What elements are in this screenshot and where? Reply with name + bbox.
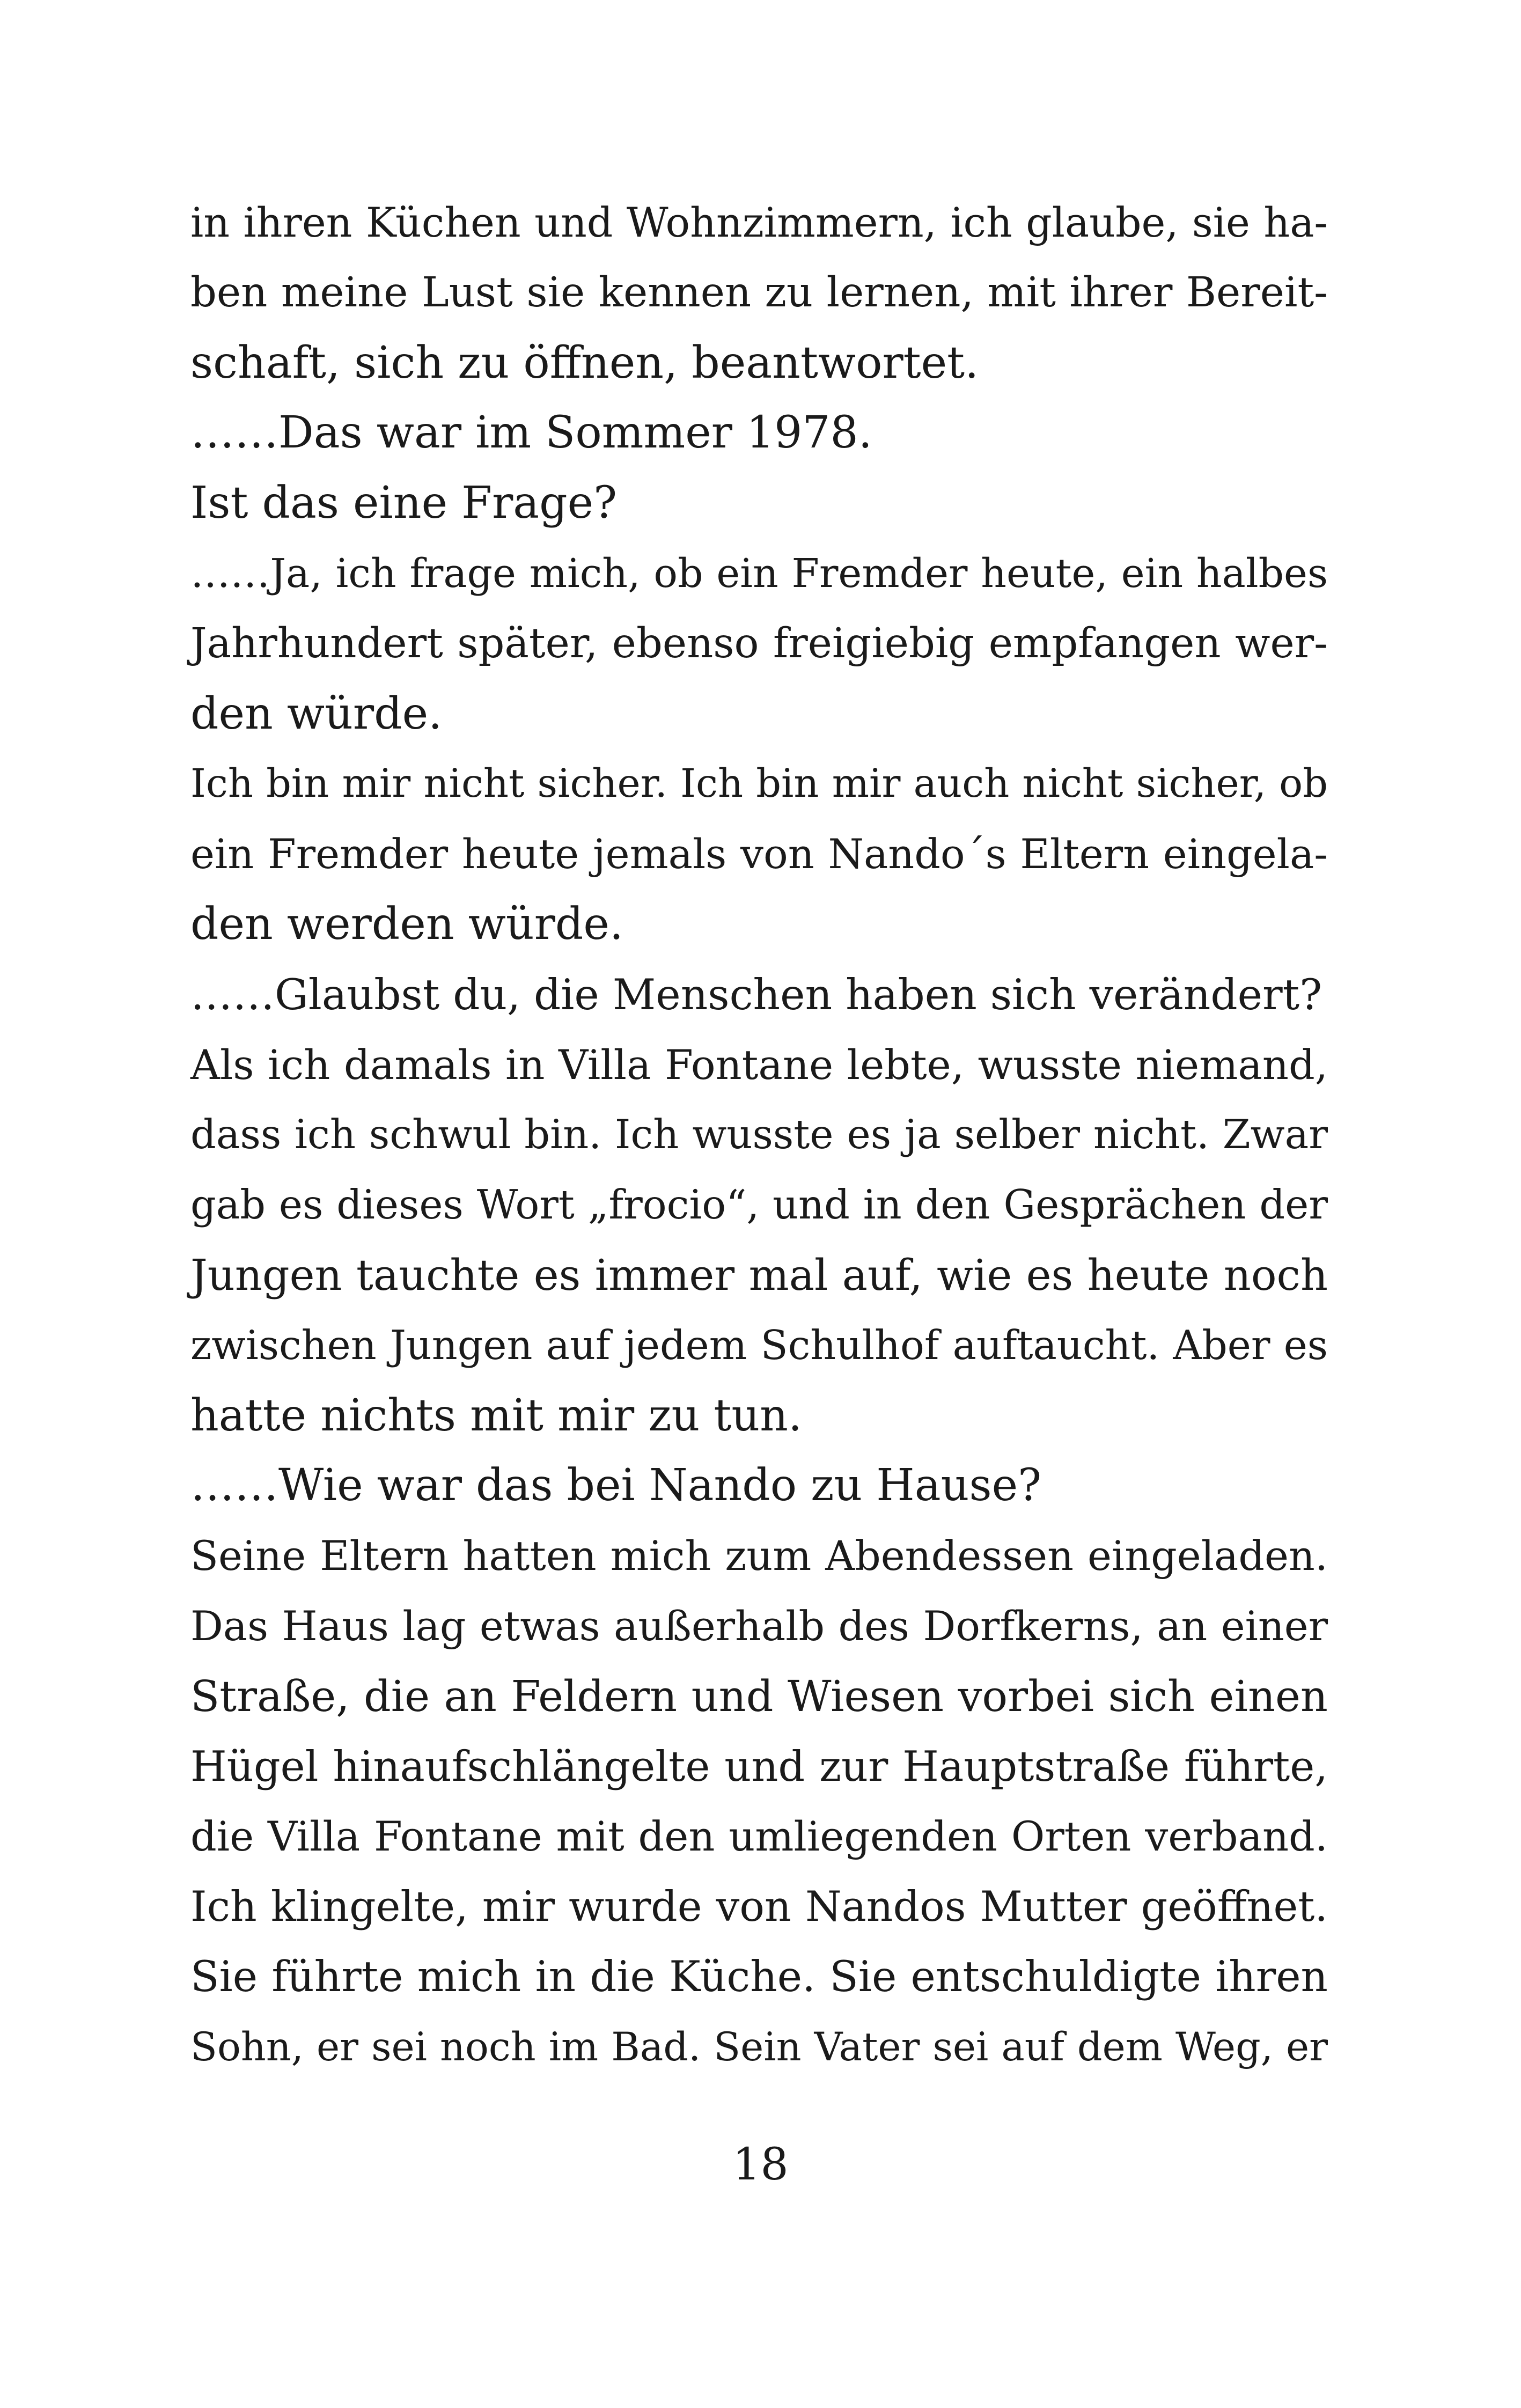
text-line: die Villa Fontane mit den umliegenden Orten verband. — [190, 1812, 1328, 1861]
text-line: ……Wie war das bei Nando zu Hause? — [190, 1460, 1042, 1511]
text-line: Hügel hinaufschlängelte und zur Hauptstraße führte, — [190, 1742, 1328, 1791]
text-line: Seine Eltern hatten mich zum Abendessen eingeladen. — [190, 1532, 1328, 1580]
text-line: Sohn, er sei noch im Bad. Sein Vater sei auf dem Weg, er — [190, 2024, 1328, 2070]
text-line: Jungen tauchte es immer mal auf, wie es heute noch — [190, 1250, 1328, 1300]
text-line: gab es dieses Wort „frocio“, und in den Gesprächen der — [190, 1181, 1328, 1229]
text-line: Als ich damals in Villa Fontane lebte, wusste niemand, — [190, 1040, 1328, 1089]
text-line: ……Glaubst du, die Menschen haben sich verändert? — [190, 970, 1322, 1019]
text-line: dass ich schwul bin. Ich wusste es ja selber nicht. Zwar — [190, 1111, 1328, 1158]
text-line: ben meine Lust sie kennen zu lernen, mit ihrer Bereit- — [190, 268, 1328, 317]
page-number: 18 — [732, 2139, 789, 2190]
text-line: in ihren Küchen und Wohnzimmern, ich glaube, sie ha- — [190, 199, 1328, 246]
text-line: Ich klingelte, mir wurde von Nandos Mutter geöffnet. — [190, 1883, 1328, 1932]
text-line: hatte nichts mit mir zu tun. — [190, 1390, 803, 1441]
body-text — [190, 188, 1328, 2083]
text-line: ein Fremder heute jemals von Nando´s Eltern eingela- — [190, 830, 1328, 878]
text-line: ……Ja, ich frage mich, ob ein Fremder heute, ein halbes — [190, 550, 1328, 597]
text-line: Ich bin mir nicht sicher. Ich bin mir auch nicht sicher, ob — [190, 761, 1328, 807]
text-line: zwischen Jungen auf jedem Schulhof auftaucht. Aber es — [190, 1322, 1328, 1369]
text-line: ……Das war im Sommer 1978. — [190, 407, 872, 459]
text-line: schaft, sich zu öffnen, beantwortet. — [190, 337, 979, 388]
text-line: Das Haus lag etwas außerhalb des Dorfkerns, an einer — [190, 1602, 1328, 1650]
text-line: den würde. — [190, 688, 443, 739]
text-line: Straße, die an Feldern und Wiesen vorbei sich einen — [190, 1671, 1328, 1721]
text-line: Jahrhundert später, ebenso freigiebig empfangen wer- — [190, 619, 1328, 667]
text-line: den werden würde. — [190, 898, 623, 950]
text-line: Sie führte mich in die Küche. Sie entschuldigte ihren — [190, 1952, 1328, 2001]
text-line: Ist das eine Frage? — [190, 478, 618, 529]
